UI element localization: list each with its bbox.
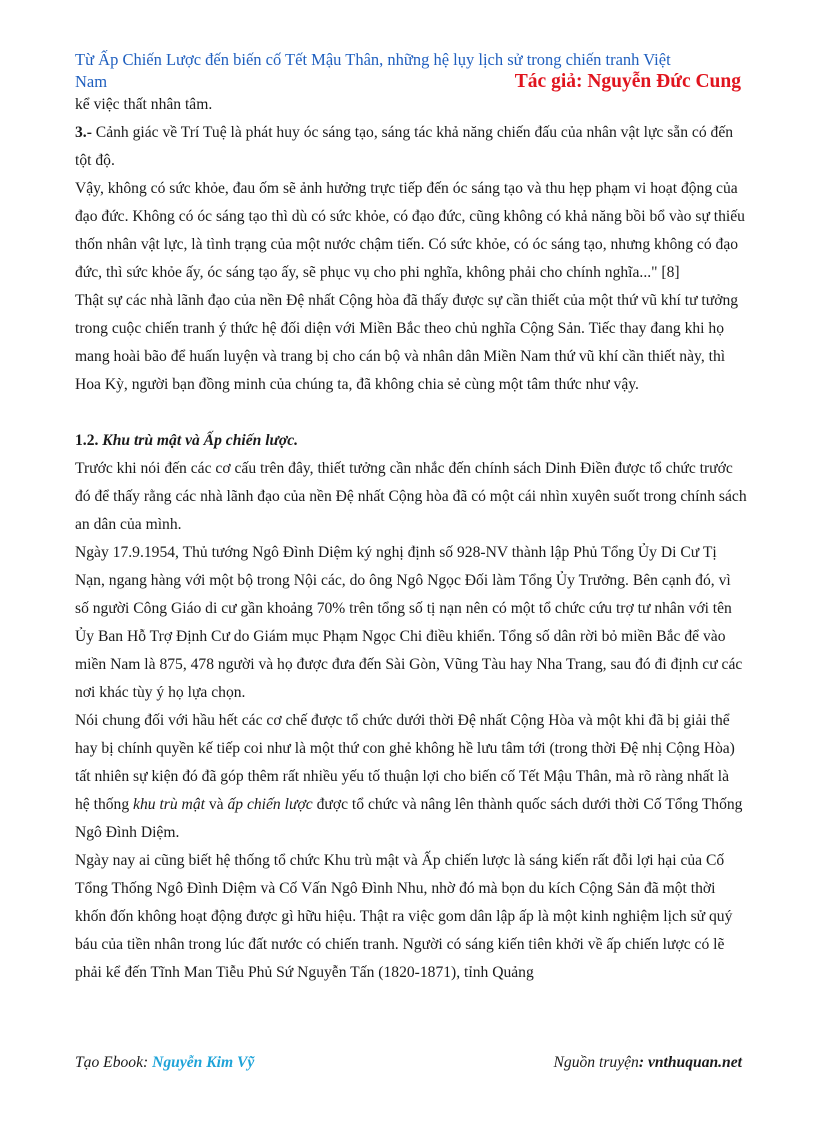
ebook-maker-name: Nguyễn Kim Vỹ [152,1054,255,1071]
source-credit: Nguồn truyện: vnthuquan.net [553,1054,742,1071]
section-title: Khu trù mật và Ấp chiến lược. [102,432,299,449]
paragraph [75,119,747,175]
list-number: 3.- [75,124,92,141]
paragraph-text: và [204,796,228,813]
paragraph: Vậy, không có sức khỏe, đau ốm sẽ ảnh hưởng trực tiếp đến óc sáng tạo và thu hẹp phạm vi hoạt động của đạo đức. Không có óc sáng tạo thì dù có sức khỏe, có đạo đức, cũng không có khả năng bồi bổ vào sự thiếu thốn nhân vật lực, là tình trạng của một nước chậm tiến. Có sức khỏe, có óc sáng tạo, nhưng không có đạo đức, thì sức khỏe ấy, óc sáng tạo ấy, sẽ phục vụ cho phi nghĩa, không phải cho chính nghĩa..." [8] [75,180,745,281]
source-label: Nguồn truyện [553,1054,639,1071]
spacer [75,399,747,427]
author-credit: Tác giả: Nguyễn Đức Cung [514,71,741,92]
paragraph-text: Cảnh giác về Trí Tuệ là phát huy óc sáng tạo, sáng tác khả năng chiến đấu của nhân vật lực sẵn có đến tột độ. [75,124,734,169]
book-title-line1: Từ Ấp Chiến Lược đến biến cố Tết Mậu Thân, những hệ lụy lịch sử trong chiến tranh Việt [75,50,671,69]
paragraph: Trước khi nói đến các cơ cấu trên đây, thiết tưởng cần nhắc đến chính sách Dinh Điền được tổ chức trước đó để thấy rằng các nhà lãnh đạo của nền Đệ nhất Cộng hòa đã có một cái nhìn xuyên suốt trong chính sách an dân của mình. [75,460,747,533]
book-title-line2: Nam [75,72,108,91]
paragraph: Ngày nay ai cũng biết hệ thống tổ chức Khu trù mật và Ấp chiến lược là sáng kiến rất đỗi lợi hại của Cố Tổng Thống Ngô Đình Diệm và Cố Vấn Ngô Đình Nhu, nhờ đó mà bọn du kích Cộng Sản đã một thời khốn đốn không hoạt động được gì hữu hiệu. Thật ra việc gom dân lập ấp là một kinh nghiệm lịch sử quý báu của tiền nhân trong lúc đất nước có chiến tranh. Người có sáng kiến tiên khởi về ấp chiến lược có lẽ phải kể đến Tĩnh Man Tiễu Phủ Sứ Nguyễn Tấn (1820-1871), tỉnh Quảng [75,852,733,981]
ebook-credit: Tạo Ebook: Nguyễn Kim Vỹ [75,1054,255,1071]
paragraph: kể việc thất nhân tâm. [75,96,213,113]
paragraph: Thật sự các nhà lãnh đạo của nền Đệ nhất Cộng hòa đã thấy được sự cần thiết của một thứ vũ khí tư tưởng trong cuộc chiến tranh ý thức hệ đối diện với Miền Bắc theo chủ nghĩa Cộng Sản. Tiếc thay đang khi họ mang hoài bão để huấn luyện và trang bị cho cán bộ và nhân dân Miền Nam thứ vũ khí cần thiết này, thì Hoa Kỳ, người bạn đồng minh của chúng ta, đã không chia sẻ cùng một tâm thức như vậy. [75,292,739,393]
paragraph-text: được tổ chức và nâng lên thành quốc sách dưới thời Cố Tổng Thống Ngô Đình Diệm. [75,796,743,841]
ebook-maker-label: Tạo Ebook [75,1054,144,1071]
italic-term: khu trù mật [133,796,205,813]
section-number: 1.2. [75,432,99,449]
source-name: vnthuquan.net [647,1054,742,1071]
section-heading [75,427,747,455]
page-header [75,49,745,93]
paragraph [75,707,747,847]
italic-term: ấp chiến lược [227,796,313,813]
paragraph-text: Nói chung đối với hầu hết các cơ chế được tổ chức dưới thời Đệ nhất Cộng Hòa và một khi đã bị giải thể hay bị chính quyền kế tiếp coi như là một thứ con ghẻ không hề lưu tâm tới (trong thời Đệ nhị Cộng Hòa) tất nhiên sự kiện đó đã góp thêm rất nhiều yếu tố thuận lợi cho biến cố Tết Mậu Thân, mà rõ ràng nhất là hệ thống [75,712,735,813]
page-body [75,91,747,987]
paragraph: Ngày 17.9.1954, Thủ tướng Ngô Đình Diệm ký nghị định số 928-NV thành lập Phủ Tổng Ủy Di Cư Tị Nạn, ngang hàng với một bộ trong Nội các, do ông Ngô Ngọc Đối làm Tổng Ủy Trưởng. Bên cạnh đó, vì số người Công Giáo di cư gần khoảng 70% trên tổng số tị nạn nên có một tổ chức cứu trợ tư nhân với tên Ủy Ban Hỗ Trợ Định Cư do Giám mục Phạm Ngọc Chi điều khiển. Tổng số dân rời bỏ miền Bắc để vào miền Nam là 875, 478 người và họ được đưa đến Sài Gòn, Vũng Tàu hay Nha Trang, sau đó đi định cư các nơi khác tùy ý họ lựa chọn. [75,544,743,701]
